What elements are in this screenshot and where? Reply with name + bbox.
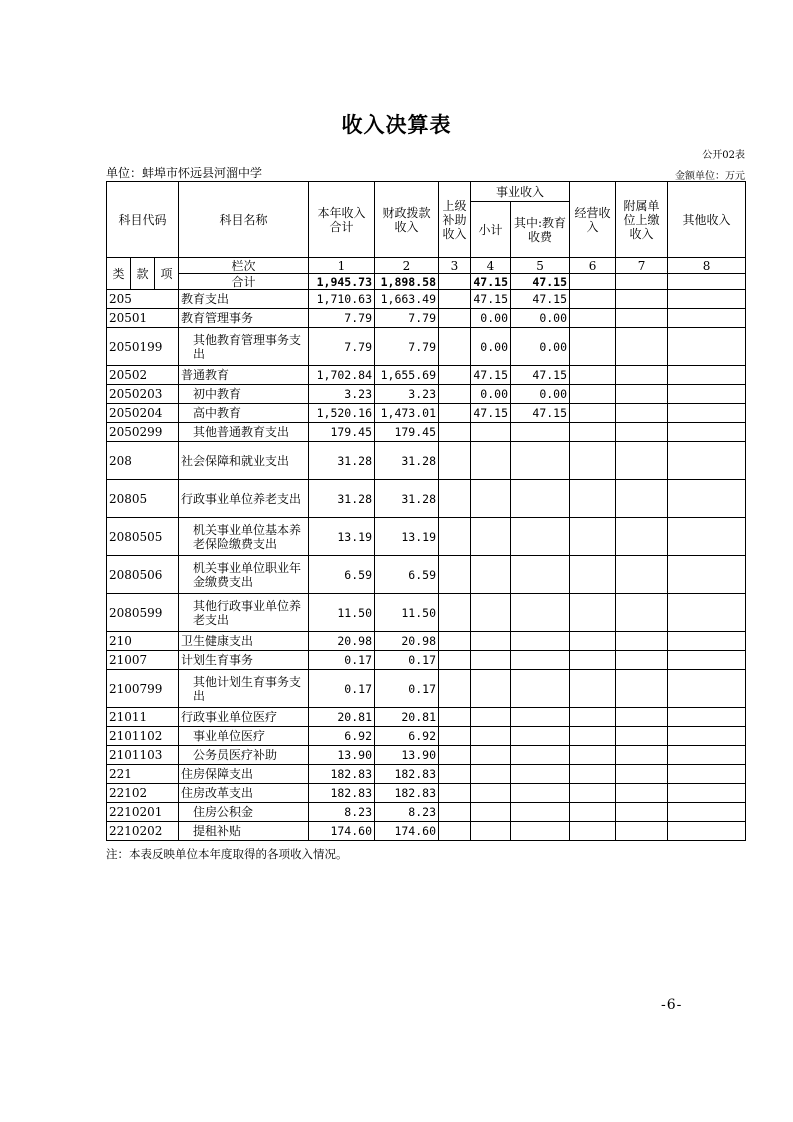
row-code: 2080505 xyxy=(107,518,179,556)
row-fiscal: 0.17 xyxy=(375,651,439,670)
row-affiliated xyxy=(616,746,668,765)
row-fiscal: 20.81 xyxy=(375,708,439,727)
row-subtotal xyxy=(471,518,511,556)
row-total: 179.45 xyxy=(309,423,375,442)
row-operating xyxy=(570,328,616,366)
row-edu-fee xyxy=(511,746,570,765)
row-affiliated xyxy=(616,366,668,385)
row-affiliated xyxy=(616,423,668,442)
row-operating xyxy=(570,556,616,594)
row-upper xyxy=(439,727,471,746)
table-row xyxy=(107,385,746,404)
row-affiliated xyxy=(616,309,668,328)
row-subtotal xyxy=(471,822,511,841)
row-edu-fee xyxy=(511,803,570,822)
row-subtotal xyxy=(471,803,511,822)
row-affiliated xyxy=(616,518,668,556)
row-upper xyxy=(439,442,471,480)
row-edu-fee xyxy=(511,423,570,442)
totals-operating xyxy=(570,274,616,290)
row-subtotal xyxy=(471,746,511,765)
row-name: 教育管理事务 xyxy=(179,309,309,328)
row-affiliated xyxy=(616,328,668,366)
income-table xyxy=(106,181,746,841)
row-total: 13.19 xyxy=(309,518,375,556)
row-fiscal: 0.17 xyxy=(375,670,439,708)
row-other xyxy=(668,822,746,841)
header-edu-fee: 其中:教育收费 xyxy=(511,202,570,258)
row-other xyxy=(668,651,746,670)
row-upper xyxy=(439,366,471,385)
row-edu-fee: 47.15 xyxy=(511,366,570,385)
row-operating xyxy=(570,404,616,423)
table-row xyxy=(107,632,746,651)
row-name: 其他行政事业单位养老支出 xyxy=(179,594,309,632)
row-code: 221 xyxy=(107,765,179,784)
row-upper xyxy=(439,290,471,309)
row-total: 1,520.16 xyxy=(309,404,375,423)
row-affiliated xyxy=(616,708,668,727)
row-affiliated xyxy=(616,765,668,784)
row-other xyxy=(668,385,746,404)
row-subtotal: 0.00 xyxy=(471,385,511,404)
row-fiscal: 1,655.69 xyxy=(375,366,439,385)
row-code: 2050204 xyxy=(107,404,179,423)
row-total: 182.83 xyxy=(309,765,375,784)
row-operating xyxy=(570,423,616,442)
row-total: 20.98 xyxy=(309,632,375,651)
row-operating xyxy=(570,784,616,803)
table-row xyxy=(107,290,746,309)
row-operating xyxy=(570,480,616,518)
row-operating xyxy=(570,366,616,385)
table-row xyxy=(107,670,746,708)
table-row xyxy=(107,404,746,423)
row-total: 7.79 xyxy=(309,328,375,366)
row-operating xyxy=(570,765,616,784)
row-code: 21007 xyxy=(107,651,179,670)
table-row xyxy=(107,518,746,556)
header-lanci: 栏次 xyxy=(179,258,309,274)
row-fiscal: 6.92 xyxy=(375,727,439,746)
row-edu-fee xyxy=(511,480,570,518)
row-affiliated xyxy=(616,803,668,822)
row-code: 22102 xyxy=(107,784,179,803)
row-total: 6.92 xyxy=(309,727,375,746)
row-code: 2210201 xyxy=(107,803,179,822)
form-number: 公开02表 xyxy=(702,150,745,161)
header-kuan: 款 xyxy=(131,258,155,290)
row-code: 20501 xyxy=(107,309,179,328)
row-other xyxy=(668,404,746,423)
header-affiliated: 附属单位上缴收入 xyxy=(616,182,668,258)
row-total: 11.50 xyxy=(309,594,375,632)
row-subtotal xyxy=(471,442,511,480)
unit-label: 单位：蚌埠市怀远县河溜中学 xyxy=(106,166,263,180)
row-edu-fee xyxy=(511,594,570,632)
row-total: 1,702.84 xyxy=(309,366,375,385)
row-upper xyxy=(439,670,471,708)
row-name: 住房保障支出 xyxy=(179,765,309,784)
row-subtotal xyxy=(471,670,511,708)
row-name: 初中教育 xyxy=(179,385,309,404)
row-upper xyxy=(439,651,471,670)
row-name: 机关事业单位基本养老保险缴费支出 xyxy=(179,518,309,556)
row-fiscal: 7.79 xyxy=(375,328,439,366)
row-edu-fee xyxy=(511,670,570,708)
row-upper xyxy=(439,822,471,841)
row-total: 20.81 xyxy=(309,708,375,727)
row-name: 事业单位医疗 xyxy=(179,727,309,746)
page-title: 收入决算表 xyxy=(341,113,452,137)
row-fiscal: 7.79 xyxy=(375,309,439,328)
row-subtotal xyxy=(471,784,511,803)
row-upper xyxy=(439,765,471,784)
row-edu-fee xyxy=(511,651,570,670)
row-upper xyxy=(439,404,471,423)
row-upper xyxy=(439,803,471,822)
row-operating xyxy=(570,309,616,328)
totals-row xyxy=(107,274,746,290)
row-upper xyxy=(439,746,471,765)
header-upper-subsidy: 上级补助收入 xyxy=(439,182,471,258)
header-subtotal: 小计 xyxy=(471,202,511,258)
row-edu-fee xyxy=(511,765,570,784)
totals-subtotal: 47.15 xyxy=(471,274,511,290)
row-other xyxy=(668,708,746,727)
row-subtotal: 0.00 xyxy=(471,309,511,328)
table-row xyxy=(107,480,746,518)
row-operating xyxy=(570,670,616,708)
table-row xyxy=(107,556,746,594)
row-affiliated xyxy=(616,822,668,841)
table-row xyxy=(107,746,746,765)
row-edu-fee: 0.00 xyxy=(511,385,570,404)
header-lei: 类 xyxy=(107,258,131,290)
row-name: 机关事业单位职业年金缴费支出 xyxy=(179,556,309,594)
row-upper xyxy=(439,423,471,442)
row-code: 2101102 xyxy=(107,727,179,746)
header-operating: 经营收入 xyxy=(570,182,616,258)
row-name: 计划生育事务 xyxy=(179,651,309,670)
table-row xyxy=(107,765,746,784)
row-edu-fee: 47.15 xyxy=(511,290,570,309)
row-other xyxy=(668,309,746,328)
row-name: 普通教育 xyxy=(179,366,309,385)
row-code: 2210202 xyxy=(107,822,179,841)
header-name: 科目名称 xyxy=(179,182,309,258)
row-edu-fee xyxy=(511,442,570,480)
row-operating xyxy=(570,632,616,651)
totals-edu-fee: 47.15 xyxy=(511,274,570,290)
table-row xyxy=(107,442,746,480)
row-edu-fee: 0.00 xyxy=(511,309,570,328)
table-row xyxy=(107,803,746,822)
row-total: 7.79 xyxy=(309,309,375,328)
row-operating xyxy=(570,290,616,309)
row-subtotal: 0.00 xyxy=(471,328,511,366)
row-subtotal xyxy=(471,556,511,594)
row-edu-fee xyxy=(511,556,570,594)
row-other xyxy=(668,423,746,442)
col-number: 7 xyxy=(616,258,668,274)
row-other xyxy=(668,480,746,518)
row-total: 31.28 xyxy=(309,442,375,480)
row-name: 行政事业单位医疗 xyxy=(179,708,309,727)
row-fiscal: 174.60 xyxy=(375,822,439,841)
row-operating xyxy=(570,442,616,480)
header-other: 其他收入 xyxy=(668,182,746,258)
row-subtotal xyxy=(471,765,511,784)
row-operating xyxy=(570,803,616,822)
row-total: 174.60 xyxy=(309,822,375,841)
col-number: 3 xyxy=(439,258,471,274)
row-edu-fee xyxy=(511,708,570,727)
table-row xyxy=(107,366,746,385)
row-total: 8.23 xyxy=(309,803,375,822)
row-code: 2050299 xyxy=(107,423,179,442)
row-upper xyxy=(439,309,471,328)
row-edu-fee xyxy=(511,822,570,841)
row-edu-fee xyxy=(511,784,570,803)
row-other xyxy=(668,518,746,556)
row-operating xyxy=(570,594,616,632)
money-unit-label: 金额单位：万元 xyxy=(675,171,745,182)
row-upper xyxy=(439,632,471,651)
row-name: 其他教育管理事务支出 xyxy=(179,328,309,366)
row-code: 210 xyxy=(107,632,179,651)
totals-label: 合计 xyxy=(179,274,309,290)
table-body xyxy=(107,290,746,841)
row-other xyxy=(668,442,746,480)
row-other xyxy=(668,366,746,385)
row-affiliated xyxy=(616,651,668,670)
table-row xyxy=(107,309,746,328)
row-total: 6.59 xyxy=(309,556,375,594)
row-total: 31.28 xyxy=(309,480,375,518)
row-code: 205 xyxy=(107,290,179,309)
row-total: 0.17 xyxy=(309,651,375,670)
row-fiscal: 31.28 xyxy=(375,442,439,480)
row-fiscal: 182.83 xyxy=(375,765,439,784)
row-code: 20502 xyxy=(107,366,179,385)
row-name: 公务员医疗补助 xyxy=(179,746,309,765)
row-upper xyxy=(439,594,471,632)
col-number: 8 xyxy=(668,258,746,274)
table-row xyxy=(107,727,746,746)
row-upper xyxy=(439,480,471,518)
row-fiscal: 182.83 xyxy=(375,784,439,803)
row-name: 住房改革支出 xyxy=(179,784,309,803)
row-fiscal: 1,663.49 xyxy=(375,290,439,309)
row-edu-fee xyxy=(511,632,570,651)
row-name: 其他计划生育事务支出 xyxy=(179,670,309,708)
row-edu-fee: 47.15 xyxy=(511,404,570,423)
row-subtotal: 47.15 xyxy=(471,404,511,423)
footnote: 注：本表反映单位本年度取得的各项收入情况。 xyxy=(106,847,348,861)
table-row xyxy=(107,423,746,442)
row-edu-fee: 0.00 xyxy=(511,328,570,366)
row-upper xyxy=(439,708,471,727)
row-upper xyxy=(439,556,471,594)
row-code: 20805 xyxy=(107,480,179,518)
table-row xyxy=(107,784,746,803)
row-total: 13.90 xyxy=(309,746,375,765)
row-fiscal: 8.23 xyxy=(375,803,439,822)
row-subtotal xyxy=(471,632,511,651)
row-affiliated xyxy=(616,670,668,708)
row-total: 1,710.63 xyxy=(309,290,375,309)
header-business-income: 事业收入 xyxy=(471,182,570,202)
row-affiliated xyxy=(616,442,668,480)
row-fiscal: 20.98 xyxy=(375,632,439,651)
row-other xyxy=(668,784,746,803)
header-total: 本年收入 合计 xyxy=(309,182,375,258)
row-code: 2050203 xyxy=(107,385,179,404)
row-affiliated xyxy=(616,784,668,803)
col-number: 5 xyxy=(511,258,570,274)
row-operating xyxy=(570,727,616,746)
page-number: -6- xyxy=(661,997,683,1013)
row-subtotal xyxy=(471,727,511,746)
row-subtotal xyxy=(471,651,511,670)
row-subtotal: 47.15 xyxy=(471,366,511,385)
row-code: 2101103 xyxy=(107,746,179,765)
row-subtotal xyxy=(471,480,511,518)
row-affiliated xyxy=(616,290,668,309)
header-fiscal: 财政拨款 收入 xyxy=(375,182,439,258)
row-name: 卫生健康支出 xyxy=(179,632,309,651)
row-name: 提租补贴 xyxy=(179,822,309,841)
row-subtotal xyxy=(471,594,511,632)
row-fiscal: 1,473.01 xyxy=(375,404,439,423)
totals-affiliated xyxy=(616,274,668,290)
row-affiliated xyxy=(616,385,668,404)
row-operating xyxy=(570,385,616,404)
row-other xyxy=(668,746,746,765)
row-total: 3.23 xyxy=(309,385,375,404)
row-code: 2050199 xyxy=(107,328,179,366)
row-other xyxy=(668,727,746,746)
row-upper xyxy=(439,784,471,803)
totals-other xyxy=(668,274,746,290)
row-edu-fee xyxy=(511,518,570,556)
header-code: 科目代码 xyxy=(107,182,179,258)
row-affiliated xyxy=(616,556,668,594)
row-fiscal: 13.90 xyxy=(375,746,439,765)
row-other xyxy=(668,290,746,309)
row-operating xyxy=(570,518,616,556)
row-other xyxy=(668,594,746,632)
row-other xyxy=(668,670,746,708)
row-name: 高中教育 xyxy=(179,404,309,423)
row-subtotal xyxy=(471,423,511,442)
col-number: 4 xyxy=(471,258,511,274)
row-code: 208 xyxy=(107,442,179,480)
col-number: 2 xyxy=(375,258,439,274)
row-fiscal: 13.19 xyxy=(375,518,439,556)
table-row xyxy=(107,651,746,670)
row-affiliated xyxy=(616,727,668,746)
row-fiscal: 31.28 xyxy=(375,480,439,518)
row-name: 社会保障和就业支出 xyxy=(179,442,309,480)
row-other xyxy=(668,632,746,651)
row-upper xyxy=(439,518,471,556)
table-row xyxy=(107,594,746,632)
row-affiliated xyxy=(616,594,668,632)
row-code: 2080599 xyxy=(107,594,179,632)
row-edu-fee xyxy=(511,727,570,746)
row-subtotal: 47.15 xyxy=(471,290,511,309)
row-total: 182.83 xyxy=(309,784,375,803)
row-code: 2100799 xyxy=(107,670,179,708)
row-other xyxy=(668,328,746,366)
row-total: 0.17 xyxy=(309,670,375,708)
row-affiliated xyxy=(616,404,668,423)
row-upper xyxy=(439,385,471,404)
table-row xyxy=(107,708,746,727)
row-other xyxy=(668,803,746,822)
row-name: 住房公积金 xyxy=(179,803,309,822)
row-name: 其他普通教育支出 xyxy=(179,423,309,442)
row-operating xyxy=(570,822,616,841)
row-code: 2080506 xyxy=(107,556,179,594)
row-upper xyxy=(439,328,471,366)
totals-fiscal: 1,898.58 xyxy=(375,274,439,290)
row-operating xyxy=(570,708,616,727)
row-name: 教育支出 xyxy=(179,290,309,309)
row-affiliated xyxy=(616,480,668,518)
row-subtotal xyxy=(471,708,511,727)
totals-total: 1,945.73 xyxy=(309,274,375,290)
col-number: 6 xyxy=(570,258,616,274)
row-fiscal: 6.59 xyxy=(375,556,439,594)
row-fiscal: 179.45 xyxy=(375,423,439,442)
row-operating xyxy=(570,746,616,765)
row-fiscal: 11.50 xyxy=(375,594,439,632)
totals-upper xyxy=(439,274,471,290)
table-row xyxy=(107,822,746,841)
table-row xyxy=(107,328,746,366)
row-affiliated xyxy=(616,632,668,651)
header-xiang: 项 xyxy=(155,258,179,290)
row-operating xyxy=(570,651,616,670)
row-name: 行政事业单位养老支出 xyxy=(179,480,309,518)
col-number: 1 xyxy=(309,258,375,274)
row-fiscal: 3.23 xyxy=(375,385,439,404)
row-other xyxy=(668,556,746,594)
row-other xyxy=(668,765,746,784)
row-code: 21011 xyxy=(107,708,179,727)
